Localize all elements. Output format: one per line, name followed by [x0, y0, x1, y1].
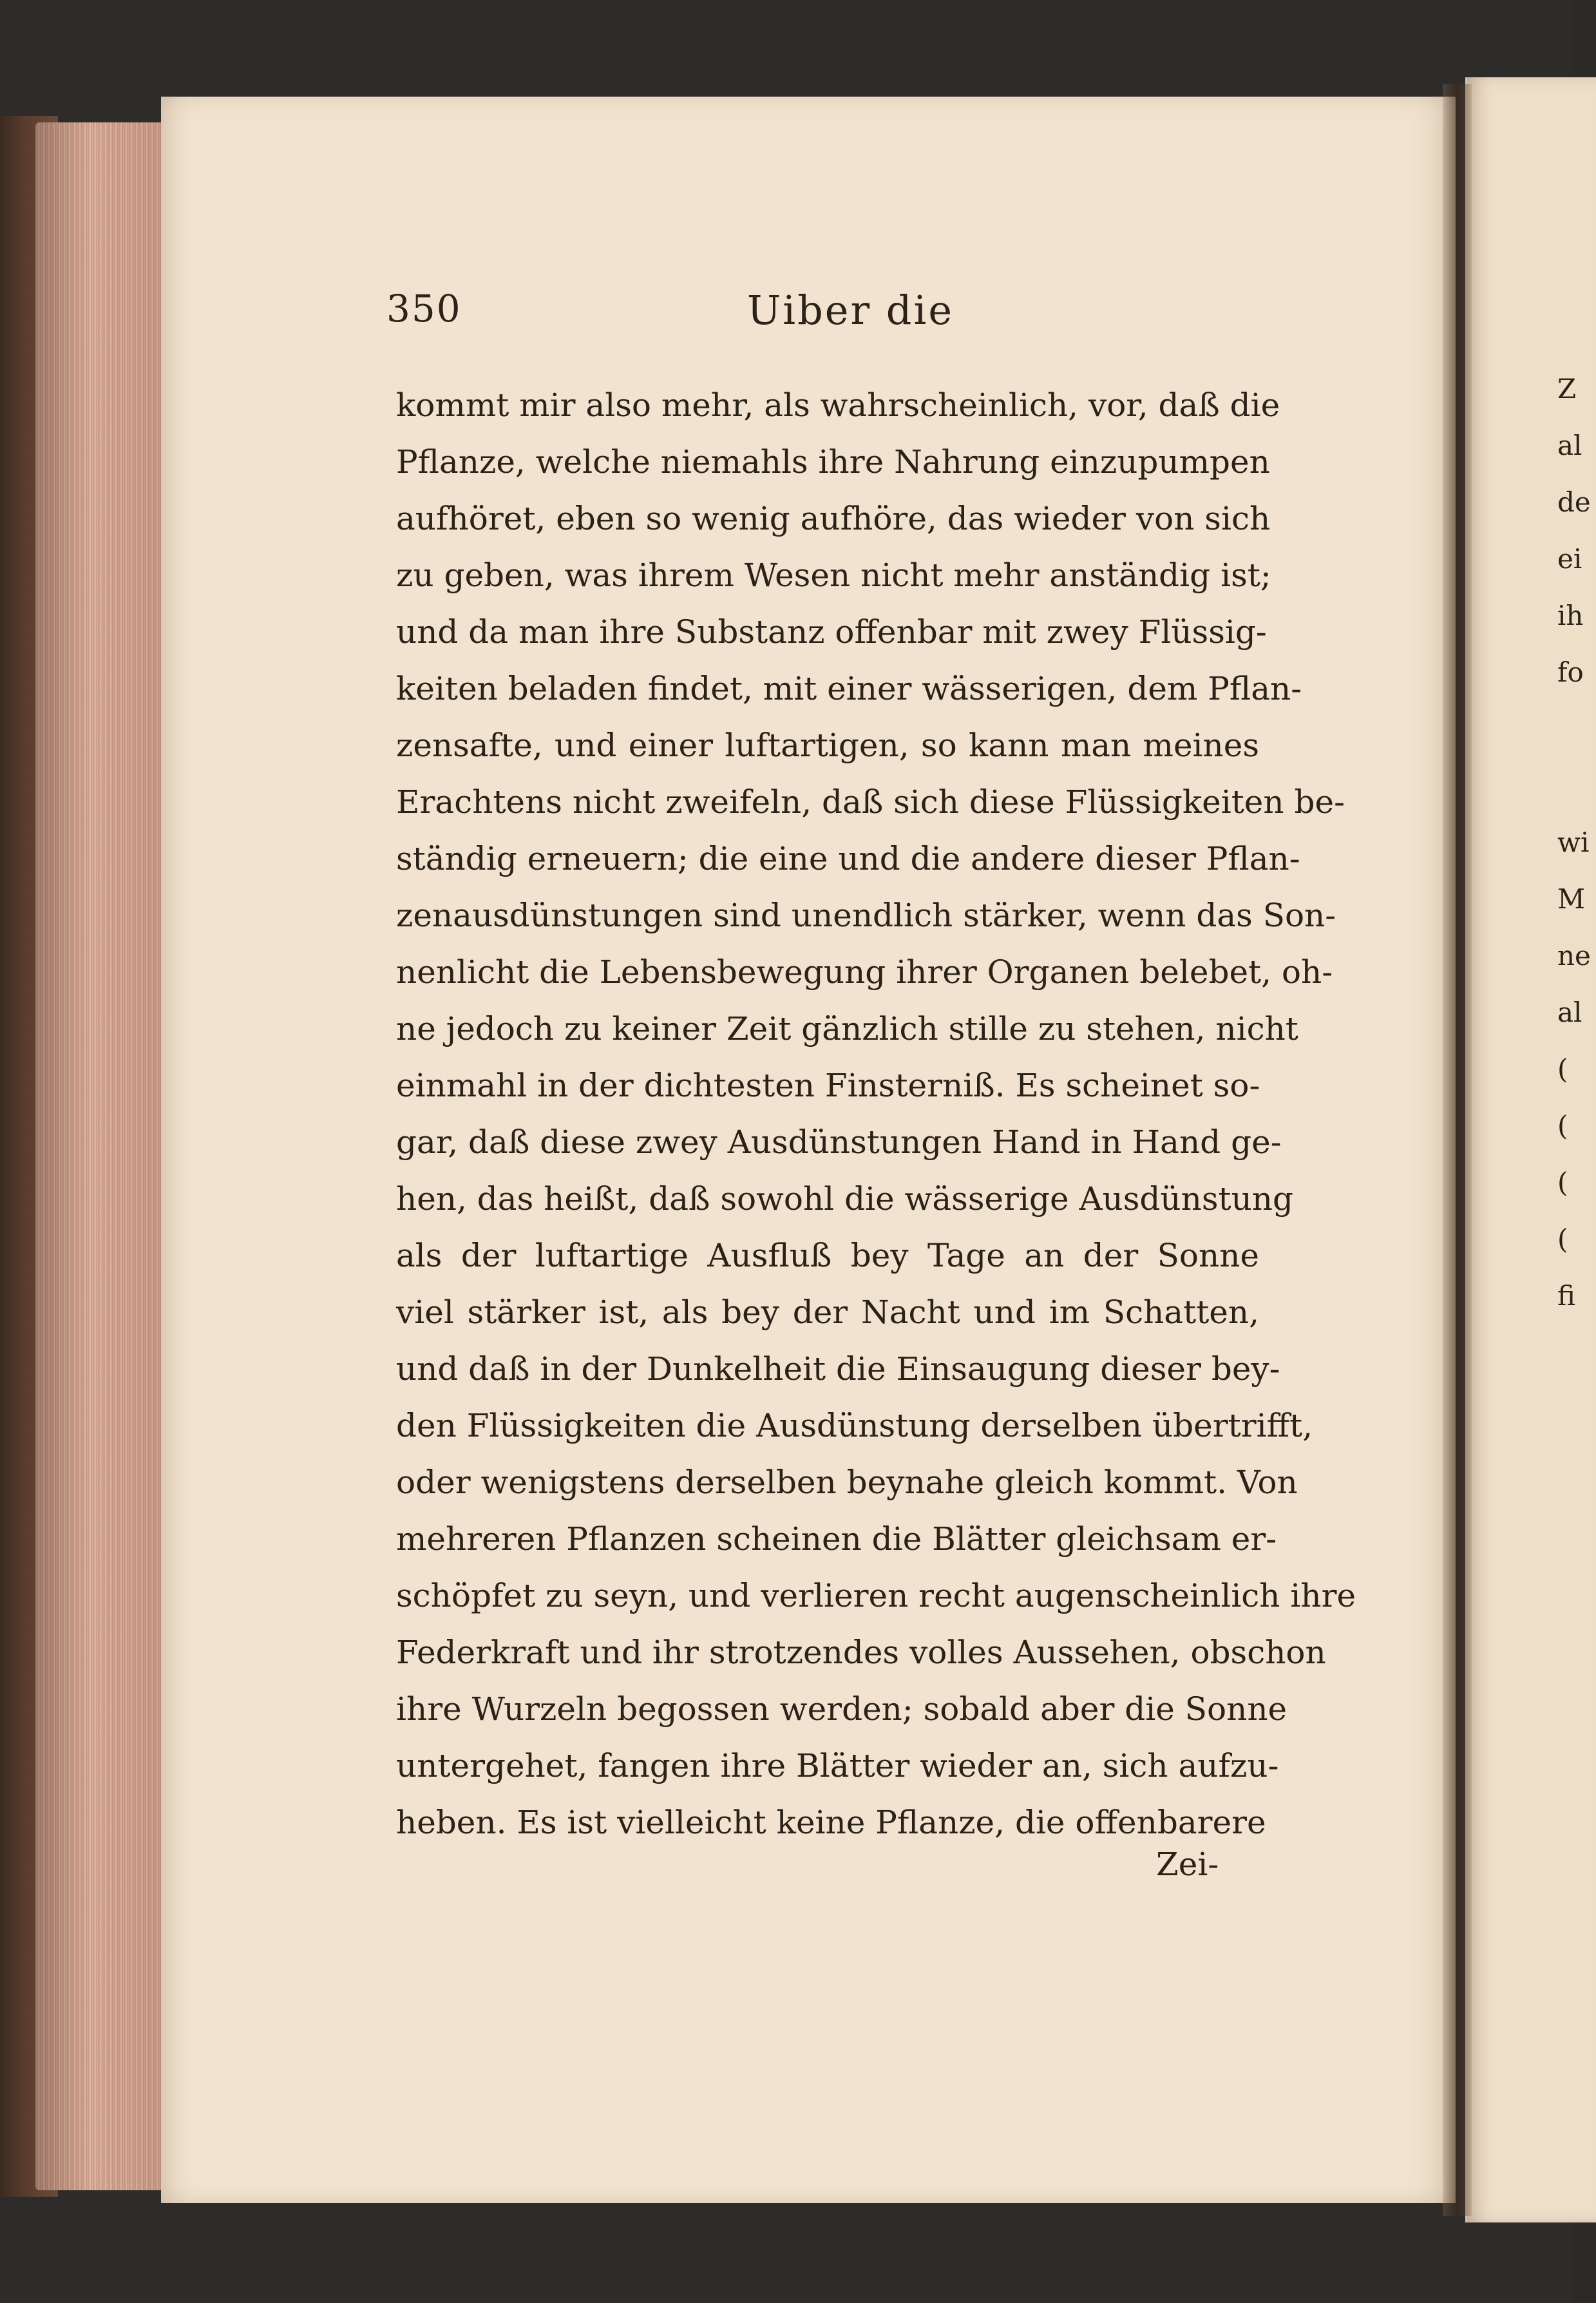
- page-edges-shadow: [35, 122, 171, 2190]
- page-gutter: [1443, 84, 1472, 2216]
- text-line: untergehet, fangen ihre Blätter wieder an, sich aufzu-: [396, 1747, 1279, 1784]
- facing-page-fragment: [1557, 701, 1577, 758]
- text-line: den Flüssigkeiten die Ausdünstung derselben übertrifft,: [396, 1407, 1313, 1444]
- text-line: Erachtens nicht zweifeln, daß sich diese Flüssigkeiten be-: [396, 783, 1345, 821]
- text-line: zensafte, und einer luftartigen, so kann man meines: [396, 727, 1259, 764]
- text-line: Pflanze, welche niemahls ihre Nahrung einzupumpen: [396, 443, 1270, 481]
- text-line: gar, daß diese zwey Ausdünstungen Hand in Hand ge-: [396, 1123, 1282, 1161]
- text-line: heben. Es ist vielleicht keine Pflanze, die offenbarere: [396, 1804, 1266, 1841]
- facing-page-fragment: ne: [1557, 940, 1591, 971]
- facing-page-fragment: wi: [1557, 827, 1590, 858]
- catchword: Zei-: [1156, 1846, 1219, 1883]
- text-line: ständig erneuern; die eine und die andere dieser Pflan-: [396, 840, 1300, 877]
- facing-page-text: [1557, 361, 1591, 1324]
- facing-page-fragment: (: [1557, 1110, 1568, 1142]
- text-line: mehreren Pflanzen scheinen die Blätter gleichsam er-: [396, 1520, 1277, 1558]
- facing-page-fragment: (: [1557, 1167, 1568, 1198]
- facing-page-fragment: ih: [1557, 600, 1584, 631]
- facing-page-fragment: ei: [1557, 543, 1582, 575]
- text-line: aufhöret, eben so wenig aufhöre, das wieder von sich: [396, 500, 1271, 537]
- page-body: [396, 377, 1356, 1851]
- text-line: kommt mir also mehr, als wahrscheinlich, vor, daß die: [396, 387, 1280, 424]
- text-line: schöpfet zu seyn, und verlieren recht augenscheinlich ihre: [396, 1577, 1356, 1614]
- facing-page-fragment: Z: [1557, 373, 1577, 405]
- page-header: [386, 287, 1288, 338]
- facing-page-fragment: al: [1557, 430, 1582, 461]
- text-line: nenlicht die Lebensbewegung ihrer Organen belebet, oh-: [396, 953, 1333, 991]
- facing-page-fragment: al: [1557, 997, 1582, 1028]
- text-line: und da man ihre Substanz offenbar mit zwey Flüssig-: [396, 613, 1267, 651]
- page-number: 350: [386, 287, 462, 330]
- text-line: keiten beladen findet, mit einer wässerigen, dem Pflan-: [396, 670, 1302, 707]
- facing-page-fragment: fo: [1557, 656, 1584, 688]
- facing-page-fragment: de: [1557, 486, 1591, 518]
- text-line: zenausdünstungen sind unendlich stärker, wenn das Son-: [396, 897, 1336, 934]
- text-line: als der luftartige Ausfluß bey Tage an der Sonne: [396, 1237, 1259, 1274]
- text-line: oder wenigstens derselben beynahe gleich kommt. Von: [396, 1464, 1298, 1501]
- facing-page-fragment: [1557, 758, 1577, 814]
- facing-page-fragment: (: [1557, 1223, 1568, 1255]
- text-line: Federkraft und ihr strotzendes volles Aussehen, obschon: [396, 1634, 1326, 1671]
- running-head: Uiber die: [747, 287, 955, 334]
- text-line: ihre Wurzeln begossen werden; sobald aber die Sonne: [396, 1690, 1287, 1728]
- text-line: zu geben, was ihrem Wesen nicht mehr anständig ist;: [396, 557, 1271, 594]
- facing-page-fragment: M: [1557, 883, 1586, 915]
- text-line: und daß in der Dunkelheit die Einsaugung dieser bey-: [396, 1350, 1280, 1388]
- text-line: viel stärker ist, als bey der Nacht und im Schatten,: [396, 1294, 1259, 1331]
- text-line: einmahl in der dichtesten Finsterniß. Es scheinet so-: [396, 1067, 1260, 1104]
- facing-page-fragment: (: [1557, 1053, 1568, 1085]
- text-line: ne jedoch zu keiner Zeit gänzlich stille zu stehen, nicht: [396, 1010, 1298, 1047]
- facing-page-fragment: fi: [1557, 1280, 1576, 1312]
- text-line: hen, das heißt, daß sowohl die wässerige Ausdünstung: [396, 1180, 1293, 1218]
